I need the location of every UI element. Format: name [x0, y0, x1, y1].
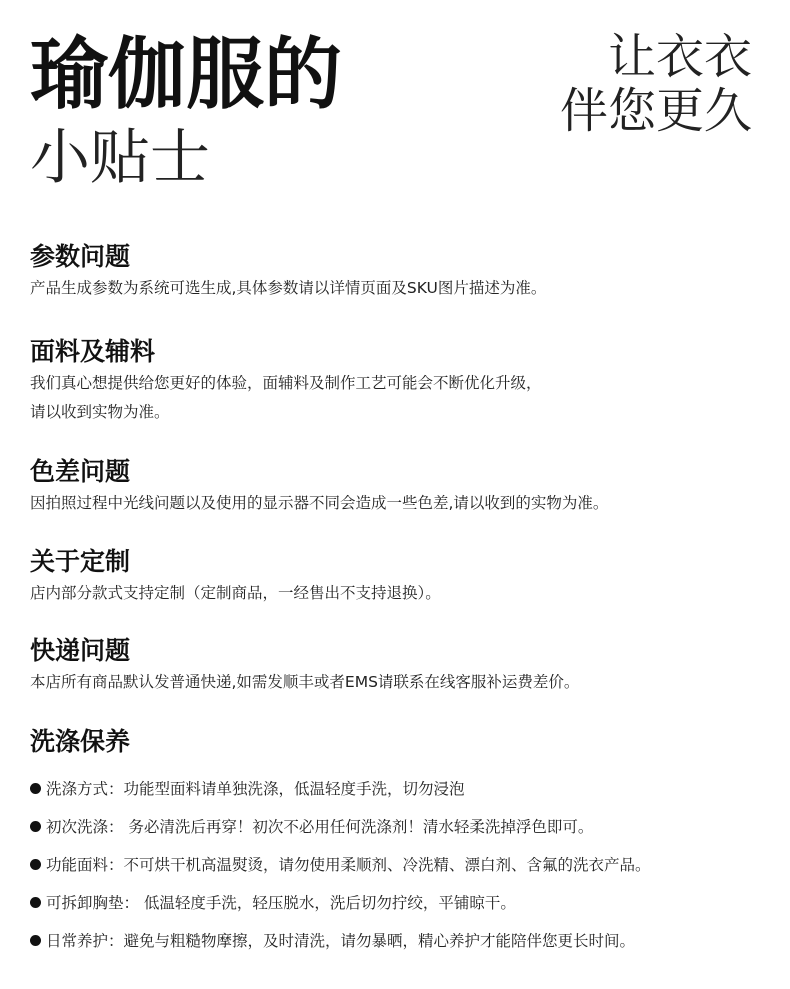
- list-item: [30, 921, 770, 959]
- section-title: 快递问题: [30, 636, 131, 665]
- bullet-icon: [30, 859, 41, 870]
- page-title: 瑜伽服的: [30, 30, 343, 120]
- list-item: [30, 883, 770, 921]
- page-subtitle: 小贴士: [30, 123, 210, 193]
- care-item-text: 日常养护：避免与粗糙物摩擦，及时清洗，请勿暴晒，精心养护才能陪伴您更长时间。: [46, 932, 636, 950]
- section-body: [30, 579, 770, 608]
- care-item-text: 功能面料：不可烘干机高温熨烫，请勿使用柔顺剂、冷洗精、漂白剂、含氟的洗衣产品。: [46, 856, 651, 874]
- section-customization: [30, 545, 770, 608]
- section-title: 色差问题: [30, 457, 131, 486]
- care-item-text: 初次洗涤： 务必清洗后再穿！初次不必用任何洗涤剂！清水轻柔洗掉浮色即可。: [46, 818, 594, 836]
- care-item-text: 洗涤方式：功能型面料请单独洗涤，低温轻度手洗，切勿浸泡: [46, 780, 465, 798]
- care-list: [30, 769, 770, 959]
- section-body: [30, 489, 770, 518]
- slogan-line-2: 伴您更久: [559, 83, 752, 139]
- bullet-icon: [30, 821, 41, 832]
- section-title: 参数问题: [30, 242, 131, 271]
- section-fabric: [30, 335, 770, 427]
- section-title: 面料及辅料: [30, 337, 156, 366]
- bullet-icon: [30, 783, 41, 794]
- section-text: 请以收到实物为准。: [30, 403, 170, 421]
- list-item: [30, 807, 770, 845]
- section-body: [30, 369, 770, 427]
- section-washing-care: [30, 725, 770, 959]
- section-shipping: [30, 634, 770, 697]
- section-text: 我们真心想提供给您更好的体验，面辅料及制作工艺可能会不断优化升级，: [30, 374, 542, 392]
- section-parameters: [30, 240, 770, 303]
- list-item: [30, 769, 770, 807]
- list-item: [30, 845, 770, 883]
- section-text: 店内部分款式支持定制（定制商品，一经售出不支持退换）。: [30, 584, 441, 602]
- bullet-icon: [30, 935, 41, 946]
- slogan-line-1: 让衣衣: [607, 29, 752, 85]
- section-title: 洗涤保养: [30, 727, 131, 756]
- section-text: 产品生成参数为系统可选生成,具体参数请以详情页面及SKU图片描述为准。: [30, 279, 547, 297]
- section-text: 因拍照过程中光线问题以及使用的显示器不同会造成一些色差,请以收到的实物为准。: [30, 494, 609, 512]
- care-item-text: 可拆卸胸垫： 低温轻度手洗，轻压脱水，洗后切勿拧绞，平铺晾干。: [46, 894, 516, 912]
- slogan: [560, 30, 752, 138]
- section-color-difference: [30, 455, 770, 518]
- section-body: [30, 274, 770, 303]
- section-text: 本店所有商品默认发普通快递,如需发顺丰或者EMS请联系在线客服补运费差价。: [30, 673, 580, 691]
- section-body: [30, 668, 770, 697]
- bullet-icon: [30, 897, 41, 908]
- section-title: 关于定制: [30, 547, 131, 576]
